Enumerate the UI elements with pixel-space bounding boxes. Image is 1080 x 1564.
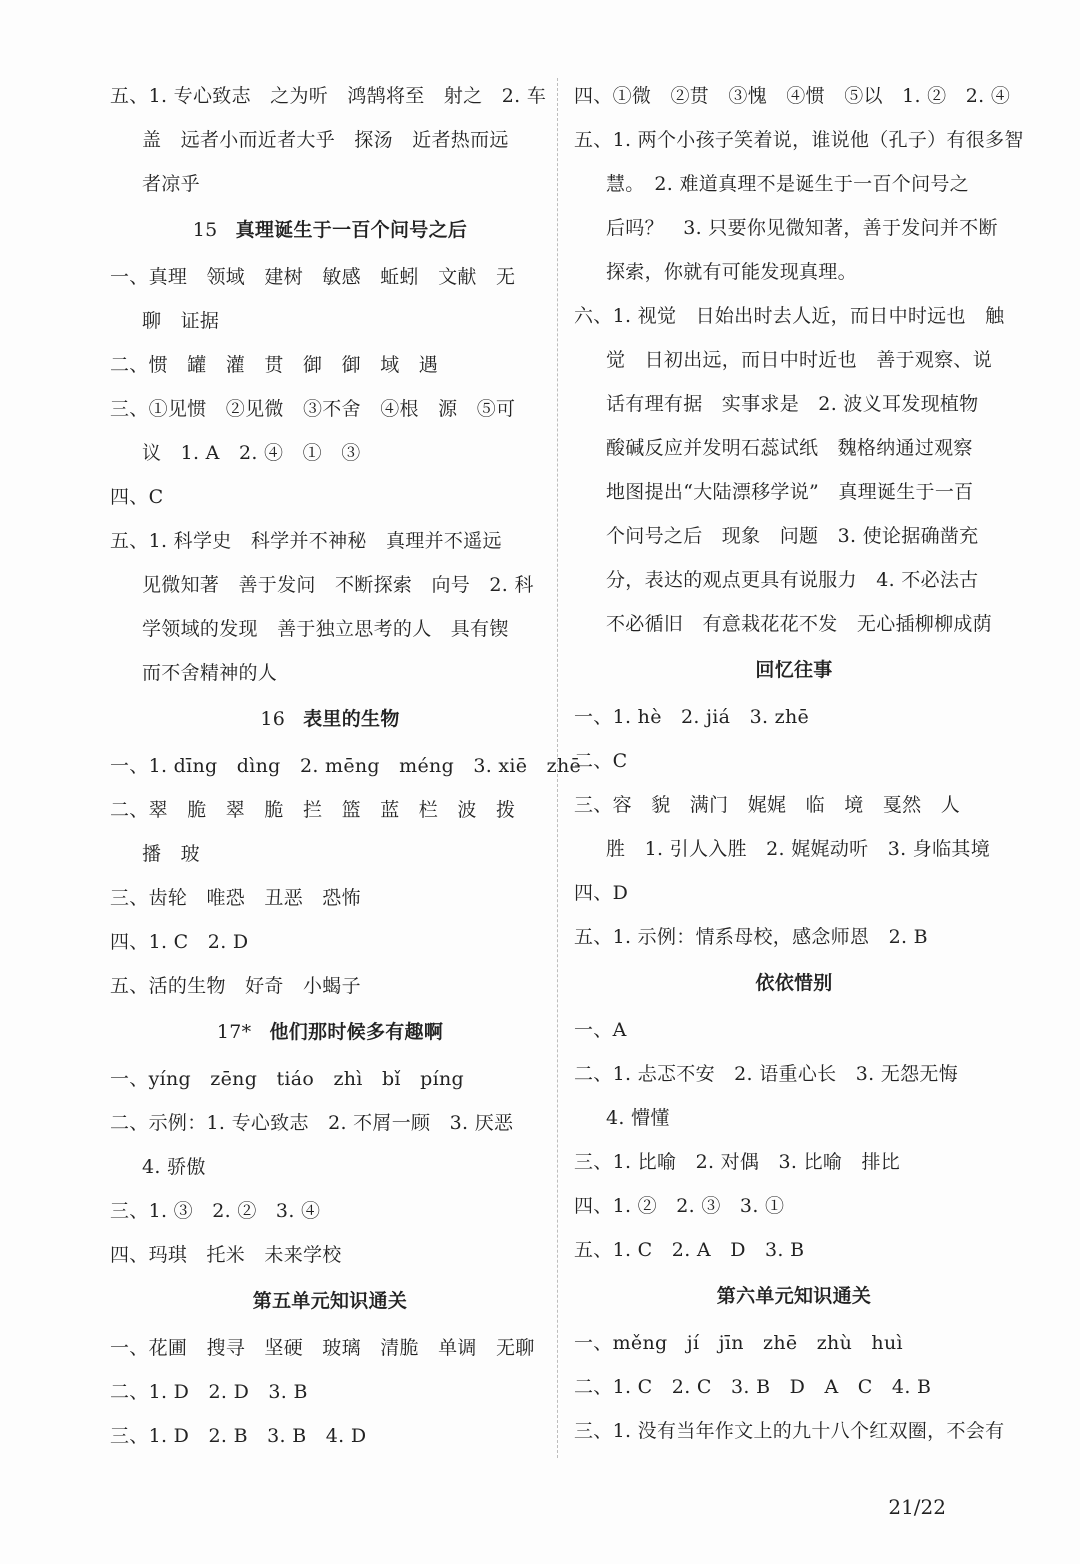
answer-line: 4. 懵懂 [606,1107,670,1129]
answer-line: 一、měng jí jīn zhē zhù huì [574,1332,903,1354]
answer-line: 二、1. D 2. D 3. B [110,1381,308,1403]
answer-line: 三、1. 比喻 2. 对偶 3. 比喻 排比 [574,1151,901,1173]
left-column [110,74,582,1458]
section-title [110,1008,550,1057]
answer-line: 而不舍精神的人 [142,662,278,684]
answer-line: 五、1. 专心致志 之为听 鸿鹄将至 射之 2. 车 [110,85,547,107]
lesson-number: 15 [192,219,218,241]
answer-line: 四、玛琪 托米 未来学校 [110,1244,342,1266]
answer-line: 三、1. D 2. B 3. B 4. D [110,1425,367,1447]
answer-line: 胜 1. 引人入胜 2. 娓娓动听 3. 身临其境 [606,838,991,860]
answer-line: 三、1. ③ 2. ② 3. ④ [110,1200,321,1222]
answer-line: 盖 远者小而近者大乎 探汤 近者热而远 [142,129,509,151]
section-title-text: 真理诞生于一百个问号之后 [235,219,468,241]
answer-line: 聊 证据 [142,310,220,332]
answer-line: 二、1. C 2. C 3. B D A C 4. B [574,1376,932,1398]
answer-line: 地图提出“大陆漂移学说” 真理诞生于一百 [606,481,974,503]
answer-line: 四、1. C 2. D [110,931,249,953]
answer-line: 播 玻 [142,843,200,865]
section-title [574,1272,1014,1321]
answer-line: 4. 骄傲 [142,1156,206,1178]
answer-line: 三、1. 没有当年作文上的九十八个红双圈，不会有 [574,1420,1005,1442]
answer-line: 五、1. 两个小孩子笑着说，谁说他（孔子）有很多智 [574,129,1024,151]
answer-line: 一、1. hè 2. jiá 3. zhē [574,706,810,728]
answer-line: 见微知著 善于发问 不断探索 向号 2. 科 [142,574,534,596]
answer-line: 二、惯 罐 灌 贯 御 御 域 遇 [110,354,439,376]
answer-line: 一、A [574,1019,627,1041]
answer-line: 二、1. 忐忑不安 2. 语重心长 3. 无怨无悔 [574,1063,959,1085]
answer-line: 一、yíng zēng tiáo zhì bǐ píng [110,1068,464,1090]
section-title [110,695,550,744]
answer-line: 话有理有据 实事求是 2. 波义耳发现植物 [606,393,979,415]
answer-line: 二、C [574,750,628,772]
section-title-text: 第五单元知识通关 [252,1290,408,1312]
section-title-text: 表里的生物 [303,708,400,730]
answer-line: 觉 日初出远，而日中时近也 善于观察、说 [606,349,993,371]
answer-line: 四、C [110,486,164,508]
answer-line: 四、D [574,882,629,904]
answer-line: 学领域的发现 善于独立思考的人 具有锲 [142,618,509,640]
section-title-text: 他们那时候多有趣啊 [269,1021,444,1043]
section-title [574,646,1014,695]
answer-line: 三、齿轮 唯恐 丑恶 恐怖 [110,887,361,909]
answer-line: 议 1. A 2. ④ ① ③ [142,442,361,464]
answer-line: 一、1. dīng dìng 2. mēng méng 3. xiē zhē [110,755,582,777]
right-column [574,74,1024,1453]
section-title [110,206,550,255]
answer-line: 三、容 貌 满门 娓娓 临 境 戛然 人 [574,794,961,816]
answer-line: 五、1. 科学史 科学并不神秘 真理并不遥远 [110,530,502,552]
page-number: 21/22 [888,1495,946,1519]
answer-line: 五、1. 示例：情系母校，感念师恩 2. B [574,926,928,948]
column-divider [557,78,558,1458]
answer-line: 分，表达的观点更具有说服力 4. 不必法古 [606,569,979,591]
answer-line: 二、示例：1. 专心致志 2. 不屑一顾 3. 厌恶 [110,1112,514,1134]
answer-line: 酸碱反应并发明石蕊试纸 魏格纳通过观察 [606,437,973,459]
answer-line: 一、真理 领域 建树 敏感 蚯蚓 文献 无 [110,266,516,288]
lesson-number: 17* [216,1021,252,1043]
answer-line: 五、活的生物 好奇 小蝎子 [110,975,361,997]
answer-line: 探索，你就有可能发现真理。 [606,261,857,283]
section-title [574,959,1014,1008]
answer-line: 五、1. C 2. A D 3. B [574,1239,805,1261]
answer-line: 四、1. ② 2. ③ 3. ① [574,1195,785,1217]
answer-line: 者凉乎 [142,173,200,195]
answer-line: 四、①微 ②贯 ③愧 ④惯 ⑤以 1. ② 2. ④ [574,85,1011,107]
section-title [110,1277,550,1326]
lesson-number: 16 [260,708,286,730]
answer-line: 一、花圃 搜寻 坚硬 玻璃 清脆 单调 无聊 [110,1337,535,1359]
answer-line: 后吗？ 3. 只要你见微知著，善于发问并不断 [606,217,998,239]
answer-line: 六、1. 视觉 日始出时去人近，而日中时远也 触 [574,305,1005,327]
section-title-text: 回忆往事 [755,659,833,681]
answer-line: 不必循旧 有意栽花花不发 无心插柳柳成荫 [606,613,993,635]
answer-line: 慧。 2. 难道真理不是诞生于一百个问号之 [606,173,969,195]
answer-line: 个问号之后 现象 问题 3. 使论据确凿充 [606,525,979,547]
answer-line: 三、①见惯 ②见微 ③不舍 ④根 源 ⑤可 [110,398,516,420]
section-title-text: 第六单元知识通关 [716,1285,872,1307]
section-title-text: 依依惜别 [755,972,833,994]
answer-line: 二、翠 脆 翠 脆 拦 篮 蓝 栏 波 拨 [110,799,516,821]
